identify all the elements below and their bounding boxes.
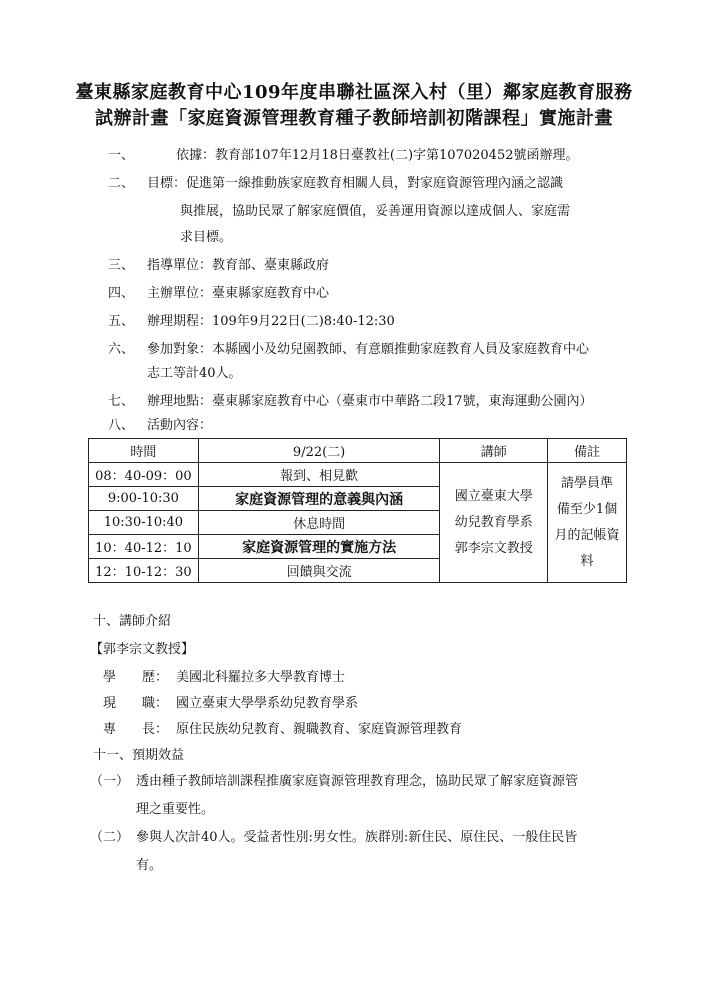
education-label: 學 歷： <box>103 670 169 685</box>
header-note: 備註 <box>548 439 627 463</box>
note-line: 料 <box>580 553 594 569</box>
item-3-text: 指導單位：教育部、臺東縣政府 <box>147 258 330 273</box>
item-2-text: 目標：促進第一線推動族家庭教育相關人員，對家庭資源管理內涵之認識 <box>147 176 564 191</box>
time-cell: 12：10-12：30 <box>89 559 199 583</box>
item-6-number: 六、 <box>108 342 135 357</box>
header-date: 9/22(二) <box>198 439 440 463</box>
document-title-line1: 臺東縣家庭教育中心109年度串聯社區深入村（里）鄰家庭教育服務 <box>75 82 633 103</box>
section-11-heading: 十一、預期效益 <box>93 748 185 763</box>
item-2-cont2: 求目標。 <box>180 230 233 245</box>
item-2-number: 二、 <box>108 176 135 191</box>
schedule-table <box>88 438 627 583</box>
activity-cell: 回饋與交流 <box>198 559 440 583</box>
lecturer-line: 國立臺東大學 <box>454 488 533 504</box>
section-10-heading: 十、講師介紹 <box>93 614 172 629</box>
item-8-text: 活動內容： <box>147 418 213 433</box>
benefit-1-number: （一） <box>90 774 130 789</box>
lecturer-line: 幼兒教育學系 <box>454 514 533 530</box>
item-8-number: 八、 <box>108 418 135 433</box>
item-4-number: 四、 <box>108 286 135 301</box>
position-value: 國立臺東大學學系幼兒教育學系 <box>176 696 359 711</box>
note-line: 月的記帳資 <box>554 527 620 543</box>
time-cell: 10：40-12：10 <box>89 535 199 559</box>
document-title-line2: 試辦計畫「家庭資源管理教育種子教師培訓初階課程」實施計畫 <box>95 108 613 129</box>
benefit-2-cont: 有。 <box>136 858 163 873</box>
table-row <box>89 463 627 487</box>
item-3-number: 三、 <box>108 258 135 273</box>
item-5-number: 五、 <box>108 314 135 329</box>
item-7-text: 辦理地點：臺東縣家庭教育中心（臺東市中華路二段17號，東海運動公園內） <box>147 394 593 409</box>
note-line: 備至少1個 <box>556 501 618 517</box>
activity-cell: 家庭資源管理的實施方法 <box>198 535 440 559</box>
position-label: 現 職： <box>103 696 169 711</box>
item-7-number: 七、 <box>108 394 135 409</box>
education-value: 美國北科羅拉多大學教育博士 <box>176 670 346 685</box>
item-5-text: 辦理期程：109年9月22日(二)8:40-12:30 <box>147 314 395 329</box>
item-1-number: 一、 <box>108 148 135 163</box>
activity-cell: 家庭資源管理的意義與內涵 <box>198 487 440 511</box>
benefit-1-text: 透由種子教師培訓課程推廣家庭資源管理教育理念，協助民眾了解家庭資源管 <box>136 774 579 789</box>
expertise-value: 原住民族幼兒教育、親職教育、家庭資源管理教育 <box>176 722 463 737</box>
header-time: 時間 <box>89 439 199 463</box>
item-6-cont1: 志工等計40人。 <box>147 366 242 381</box>
time-cell: 08：40-09：00 <box>89 463 199 487</box>
item-1-text: 依據：教育部107年12月18日臺教社(二)字第107020452號函辦理。 <box>176 148 579 163</box>
time-cell: 9:00-10:30 <box>89 487 199 511</box>
benefit-2-text: 參與人次計40人。受益者性別:男女性。族群別:新住民、原住民、一般住民皆 <box>136 830 578 845</box>
item-2-cont1: 與推展，協助民眾了解家庭價值，妥善運用資源以達成個人、家庭需 <box>180 204 571 219</box>
table-header-row <box>89 439 627 463</box>
lecturer-line: 郭李宗文教授 <box>454 540 533 556</box>
benefit-2-number: （二） <box>90 830 130 845</box>
header-lecturer: 講師 <box>440 439 548 463</box>
item-4-text: 主辦單位：臺東縣家庭教育中心 <box>147 286 330 301</box>
time-cell: 10:30-10:40 <box>89 511 199 535</box>
activity-cell: 報到、相見歡 <box>198 463 440 487</box>
note-line: 請學員準 <box>561 475 614 491</box>
note-cell <box>548 463 627 583</box>
expertise-label: 專 長： <box>103 722 169 737</box>
benefit-1-cont: 理之重要性。 <box>136 802 215 817</box>
lecturer-cell <box>440 463 548 583</box>
activity-cell: 休息時間 <box>198 511 440 535</box>
lecturer-name: 【郭李宗文教授】 <box>90 642 195 657</box>
item-6-text: 參加對象：本縣國小及幼兒園教師、有意願推動家庭教育人員及家庭教育中心 <box>147 342 590 357</box>
